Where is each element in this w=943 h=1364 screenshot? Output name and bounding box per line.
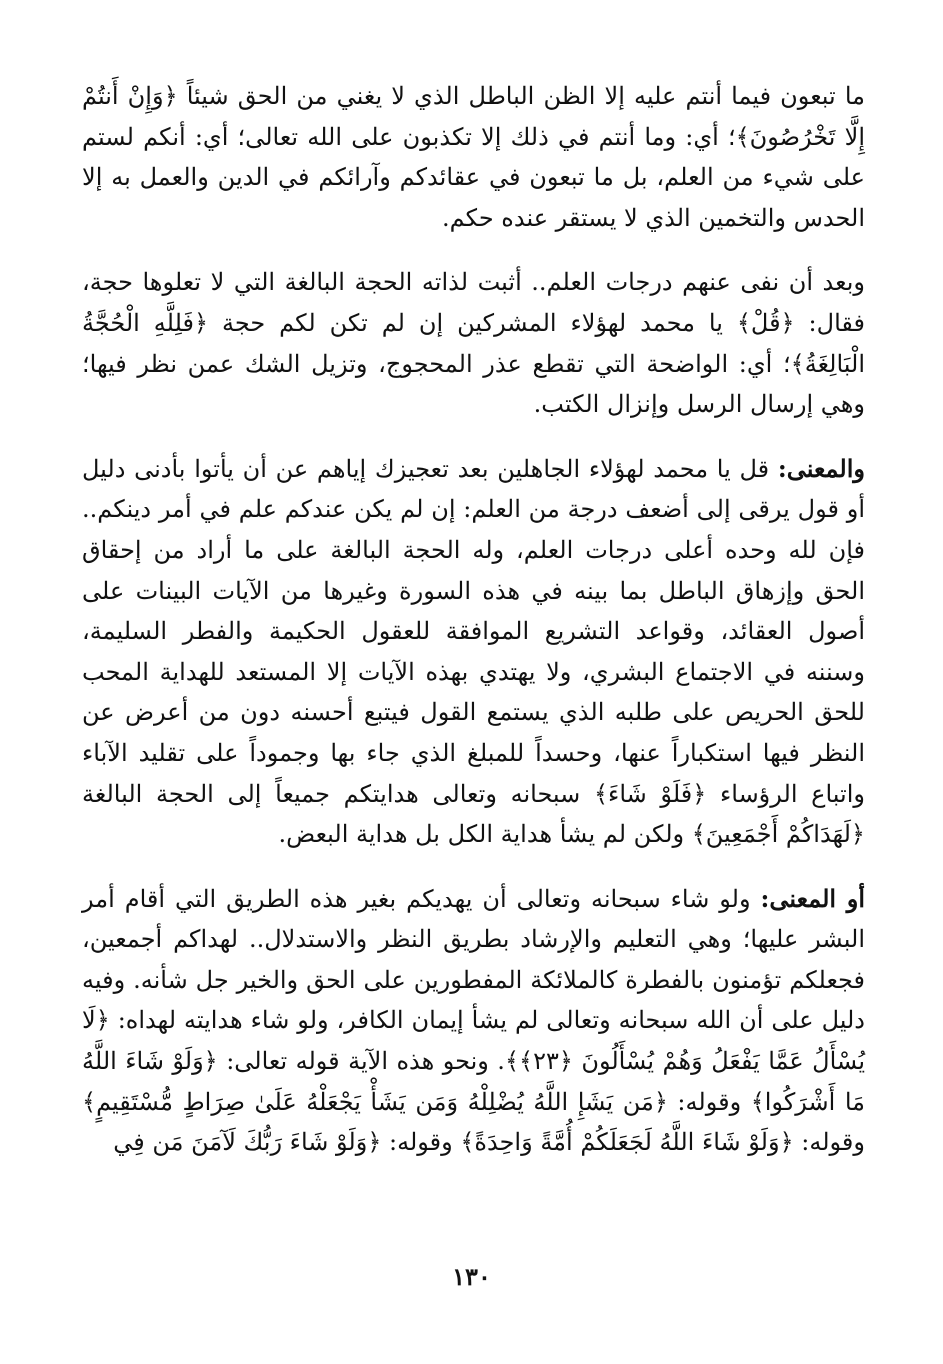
- paragraph-4-lead: أو المعنى:: [760, 883, 865, 913]
- paragraph-3-lead: والمعنى:: [777, 453, 865, 483]
- paragraph-1: [82, 76, 865, 238]
- paragraph-2-text: وبعد أن نفى عنهم درجات العلم.. أثبت لذاته الحجة البالغة التي لا تعلوها حجة، فقال: ﴿قُلْ﴾ يا محمد لهؤلاء المشركين إن لم تكن لكم حجة ﴿فَلِلَّهِ الْحُجَّةُ الْبَالِغَةُ﴾؛ أي: الواضحة التي تقطع عذر المحجوج، وتزيل الشك عمن نظر فيها؛ وهي إرسال الرسل وإنزال الكتب.: [82, 268, 865, 419]
- paragraph-3-text: قل يا محمد لهؤلاء الجاهلين بعد تعجيزك إياهم عن أن يأتوا بأدنى دليل أو قول يرقى إلى أضعف درجة من العلم: إن لم يكن عندكم علم في أمر دينكم.. فإن لله وحده أعلى درجات العلم، وله الحجة البالغة على ما أراد من إحقاق الحق وإزهاق الباطل بما بينه في هذه السورة وغيرها من الآيات البينات على أصول العقائد، وقواعد التشريع الموافقة للعقول الحكيمة والفطر السليمة، وسننه في الاجتماع البشري، ولا يهتدي بهذه الآيات إلا المستعد للهداية المحب للحق الحريص على طلبه الذي يستمع القول فيتبع أحسنه دون من أعرض عن النظر فيها استكباراً عنها، وحسداً للمبلغ الذي جاء بها وجموداً على تقليد الآباء واتباع الرؤساء ﴿فَلَوْ شَاءَ﴾ سبحانه وتعالى هدايتكم جميعاً إلى الحجة البالغة ﴿لَهَدَاكُمْ أَجْمَعِينَ﴾ ولكن لم يشأ هداية الكل بل هداية البعض.: [82, 454, 865, 849]
- paragraph-4-text: ولو شاء سبحانه وتعالى أن يهديكم بغير هذه الطريق التي أقام أمر البشر عليها؛ وهي التعليم والإرشاد بطريق النظر والاستدلال.. لهداكم أجمعين، فجعلكم تؤمنون بالفطرة كالملائكة المفطورين على الحق والخير جل شأنه. وفيه دليل على أن الله سبحانه وتعالى لم يشأ إيمان الكافر، ولو شاء هدايته لهداه: ﴿لَا يُسْأَلُ عَمَّا يَفْعَلُ وَهُمْ يُسْأَلُونَ ﴿٢٣﴾﴾. ونحو هذه الآية قوله تعالى: ﴿وَلَوْ شَاءَ اللَّهُ مَا أَشْرَكُوا﴾ وقوله: ﴿مَن يَشَإِ اللَّهُ يُضْلِلْهُ وَمَن يَشَأْ يَجْعَلْهُ عَلَىٰ صِرَاطٍ مُّسْتَقِيمٍ﴾ وقوله: ﴿وَلَوْ شَاءَ اللَّهُ لَجَعَلَكُمْ أُمَّةً وَاحِدَةً﴾ وقوله: ﴿وَلَوْ شَاءَ رَبُّكَ لَآمَنَ مَن فِي: [82, 884, 866, 1157]
- page-number: ١٣٠: [452, 1262, 491, 1291]
- paragraph-1-text: ما تبعون فيما أنتم عليه إلا الظن الباطل الذي لا يغني من الحق شيئاً ﴿وَإِنْ أَنتُمْ إِلَّا تَخْرُصُونَ﴾؛ أي: وما أنتم في ذلك إلا تكذبون على الله تعالى؛ أي: أنكم لستم على شيء من العلم، بل ما تبعون في عقائدكم وآرائكم في الدين والعمل به إلا الحدس والتخمين الذي لا يستقر عنده حكم.: [82, 82, 865, 232]
- paragraph-2: [82, 262, 865, 424]
- paragraph-4: [82, 879, 865, 1163]
- paragraph-3: [82, 449, 865, 855]
